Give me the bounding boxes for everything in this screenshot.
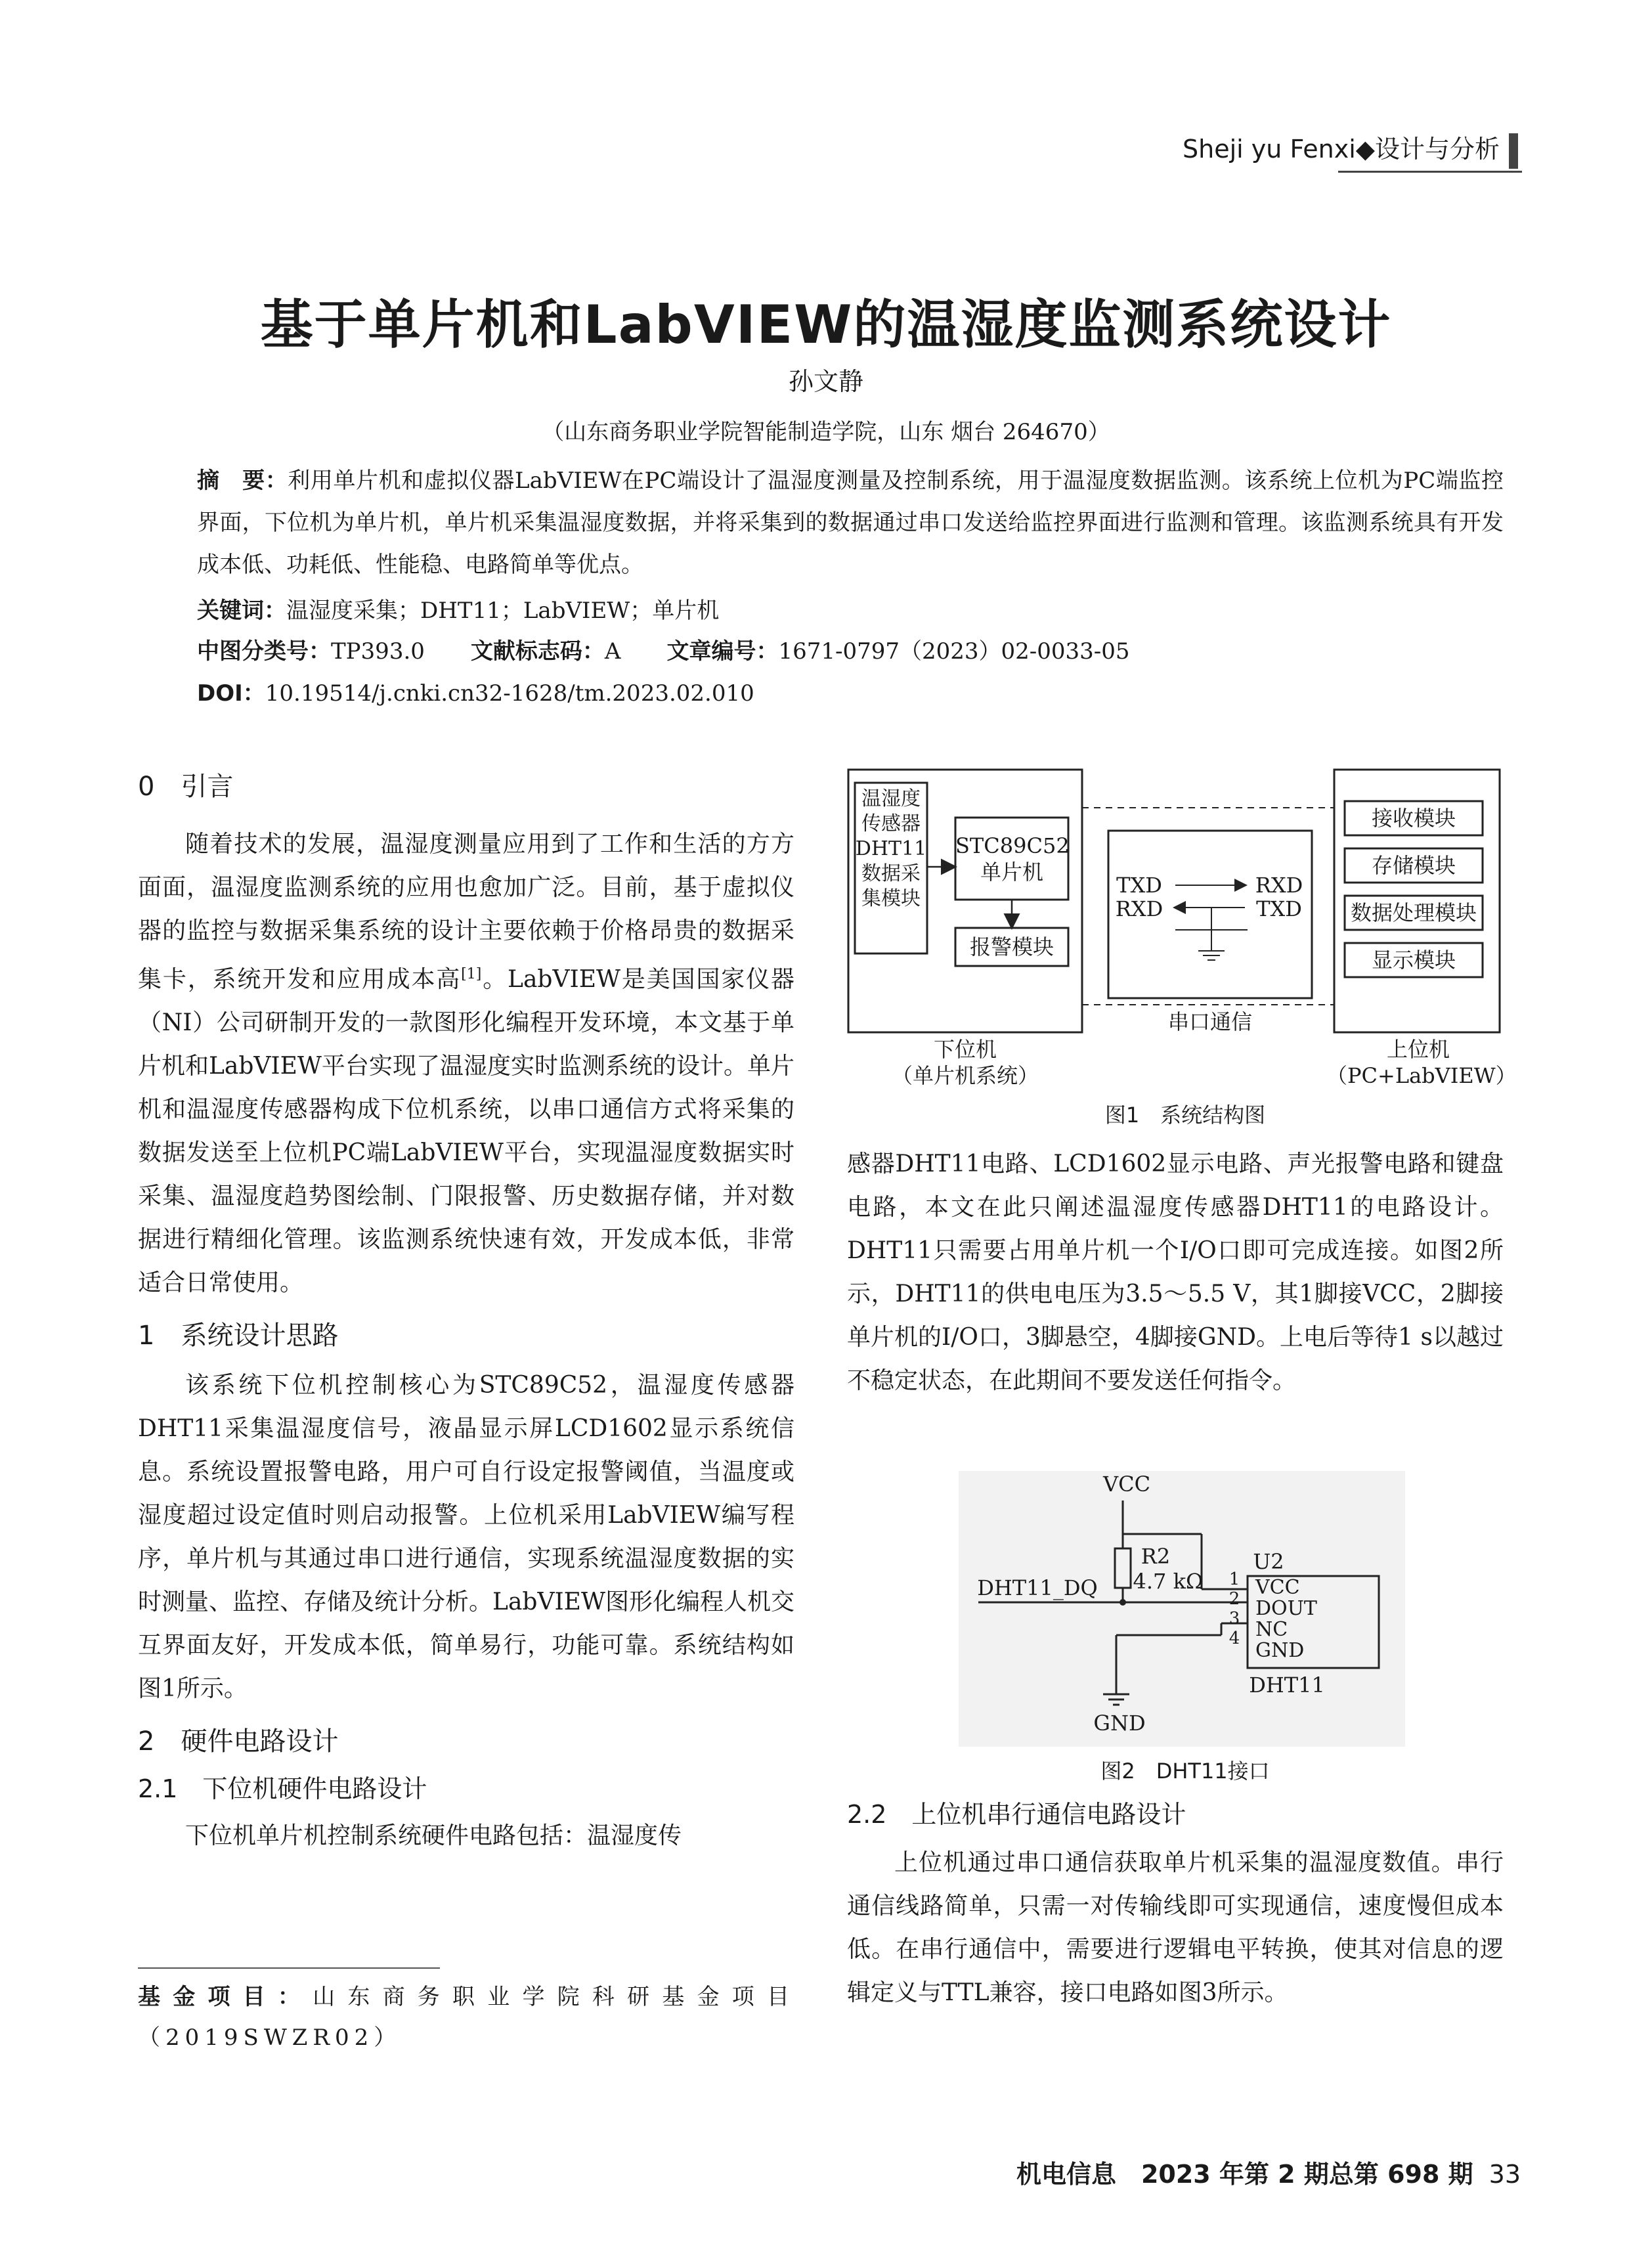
footnote — [138, 1977, 794, 2058]
section-2-heading: 2 硬件电路设计 — [138, 1726, 339, 1757]
section-2-1-heading: 2.1 下位机硬件电路设计 — [138, 1774, 427, 1803]
part-name: DHT11 — [1249, 1673, 1325, 1698]
doc-code-value: A — [604, 638, 621, 665]
keywords-text: 温湿度采集；DHT11；LabVIEW；单片机 — [286, 598, 720, 624]
section-1-heading: 1 系统设计思路 — [138, 1321, 339, 1351]
mcu-label: STC89C52 单片机 — [955, 833, 1070, 885]
abstract-label: 摘 要： — [197, 468, 288, 494]
section-2-1-paragraph: 下位机单片机控制系统硬件电路包括：温湿度传 — [185, 1822, 682, 1849]
section-2-2-paragraph: 上位机通过串口通信获取单片机采集的温湿度数值。串行通信线路简单，只需一对传输线即可实现通信，速度慢但成本低。在串行通信中，需要进行逻辑电平转换，使其对信息的逻辑定义与TTL兼容，接口电路如图3所示。 — [847, 1849, 1504, 2006]
footnote-rule — [138, 1967, 440, 1969]
abstract — [197, 460, 1504, 586]
ic-designator: U2 — [1253, 1549, 1284, 1574]
author: 孙文静 — [788, 367, 863, 396]
receive-module-label: 接收模块 — [1371, 806, 1456, 831]
right-column-upper — [847, 1143, 1504, 1403]
running-title-en: Sheji yu Fenxi — [1183, 135, 1356, 164]
diamond-icon: ◆ — [1355, 135, 1375, 164]
header-rule — [1338, 171, 1522, 173]
footnote-text: 山东商务职业学院科研基金项目（2019SWZR02） — [138, 1984, 795, 2051]
txd-left-label: TXD — [1116, 873, 1162, 898]
doi — [197, 672, 1504, 714]
clc-value: TP393.0 — [331, 638, 425, 665]
storage-module-label: 存储模块 — [1371, 853, 1456, 878]
clc-label: 中图分类号： — [197, 638, 331, 665]
section-0-heading: 0 引言 — [138, 772, 234, 802]
affiliation: （山东商务职业学院智能制造学院，山东 烟台 264670） — [542, 419, 1110, 445]
section-1-paragraph: 该系统下位机控制核心为STC89C52，温湿度传感器DHT11采集温湿度信号，液晶显示屏LCD1602显示系统信息。系统设置报警电路，用户可自行设定报警阈值，当温度或湿度超过设定值时则启动报警。上位机采用LabVIEW编写程序，单片机与其通过串口进行通信，实现系统温湿度数据的实时测量、监控、存储及统计分析。LabVIEW图形化编程人机交互界面友好，开发成本低，简单易行，功能可靠。系统结构如图1所示。 — [138, 1372, 794, 1702]
upper-unit-label: 上位机 （PC+LabVIEW） — [1326, 1037, 1517, 1088]
figure-2 — [959, 1471, 1405, 1747]
running-header — [1183, 129, 1518, 169]
article-no-label: 文章编号： — [666, 638, 779, 665]
resistor-value: 4.7 kΩ — [1133, 1569, 1204, 1594]
dq-net-label: DHT11_DQ — [977, 1575, 1098, 1600]
doc-code-label: 文献标志码： — [470, 638, 605, 665]
page-number: 33 — [1489, 2160, 1521, 2189]
doi-label: DOI： — [197, 680, 265, 707]
doi-value: 10.19514/j.cnki.cn32-1628/tm.2023.02.010 — [265, 680, 754, 707]
sensor-label: 温湿度 传感器 DHT11 数据采 集模块 — [855, 787, 927, 910]
header-bar — [1509, 133, 1518, 169]
keywords — [197, 590, 1504, 632]
right-column-lower — [847, 1793, 1504, 2015]
running-title-cn: 设计与分析 — [1374, 135, 1500, 164]
classification-line — [197, 630, 1504, 672]
article-no-value: 1671-0797（2023）02-0033-05 — [778, 638, 1130, 665]
footnote-label: 基金项目： — [138, 1984, 313, 2010]
gnd-net-label: GND — [1093, 1711, 1146, 1736]
citation-ref: [1] — [461, 966, 482, 982]
lower-unit-label: 下位机 （单片机系统） — [891, 1037, 1039, 1088]
section-2-2-heading: 2.2 上位机串行通信电路设计 — [847, 1800, 1186, 1829]
pin-names: VCC DOUT NC GND — [1255, 1576, 1317, 1662]
serial-comm-label: 串口通信 — [1167, 1009, 1252, 1034]
section-2-1-paragraph-cont: 感器DHT11电路、LCD1602显示电路、声光报警电路和键盘电路，本文在此只阐述温湿度传感器DHT11的电路设计。DHT11只需要占用单片机一个I/O口即可完成连接。如图2所示，DHT11的供电电压为3.5～5.5 V，其1脚接VCC，2脚接单片机的I/O口，3脚悬空，4脚接GND。上电后等待1 s以越过不稳定状态，在此期间不要发送任何指令。 — [847, 1150, 1504, 1394]
paper-title: 基于单片机和LabVIEW的温湿度监测系统设计 — [260, 294, 1392, 355]
rxd-right-label: RXD — [1255, 873, 1303, 898]
dht11-interface-schematic — [959, 1471, 1405, 1747]
txd-right-label: TXD — [1256, 896, 1302, 921]
display-module-label: 显示模块 — [1371, 948, 1456, 973]
processing-module-label: 数据处理模块 — [1350, 900, 1477, 925]
journal-issue: 机电信息 2023 年第 2 期总第 698 期 — [1016, 2160, 1473, 2189]
keywords-label: 关键词： — [197, 598, 286, 624]
abstract-text: 利用单片机和虚拟仪器LabVIEW在PC端设计了温湿度测量及控制系统，用于温湿度数据监测。该系统上位机为PC端监控界面，下位机为单片机，单片机采集温湿度数据，并将采集到的数据通过串口发送给监控界面进行监测和管理。该监测系统具有开发成本低、功耗低、性能稳、电路简单等优点。 — [197, 468, 1504, 578]
figure-1-caption: 图1 系统结构图 — [1104, 1103, 1266, 1128]
vcc-net-label: VCC — [1103, 1472, 1151, 1497]
rxd-left-label: RXD — [1115, 896, 1163, 921]
section-0-text-cont: 。LabVIEW是美国国家仪器（NI）公司研制开发的一款图形化编程开发环境，本文基于单片机和LabVIEW平台实现了温湿度实时监测系统的设计。单片机和温湿度传感器构成下位机系统，以串口通信方式将采集的数据发送至上位机PC端LabVIEW平台，实现温湿度数据实时采集、温湿度趋势图绘制、门限报警、历史数据存储，并对数据进行精细化管理。该监测系统快速有效，开发成本低，非常适合日常使用。 — [138, 966, 794, 1296]
pin-numbers: 1 2 3 4 — [1228, 1569, 1240, 1648]
section-0-paragraph — [138, 823, 794, 1305]
page-footer — [1016, 2154, 1521, 2190]
resistor-name: R2 — [1141, 1544, 1171, 1569]
figure-2-caption: 图2 DHT11接口 — [1100, 1759, 1270, 1784]
section-0-text: 随着技术的发展，温湿度测量应用到了工作和生活的方方面面，温湿度监测系统的应用也愈加广泛。目前，基于虚拟仪器的监控与数据采集系统的设计主要依赖于价格昂贵的数据采集卡，系统开发和应用成本高 — [138, 831, 794, 993]
left-column — [138, 765, 794, 1858]
alarm-module-label: 报警模块 — [969, 934, 1054, 959]
figure-1 — [847, 768, 1523, 1136]
